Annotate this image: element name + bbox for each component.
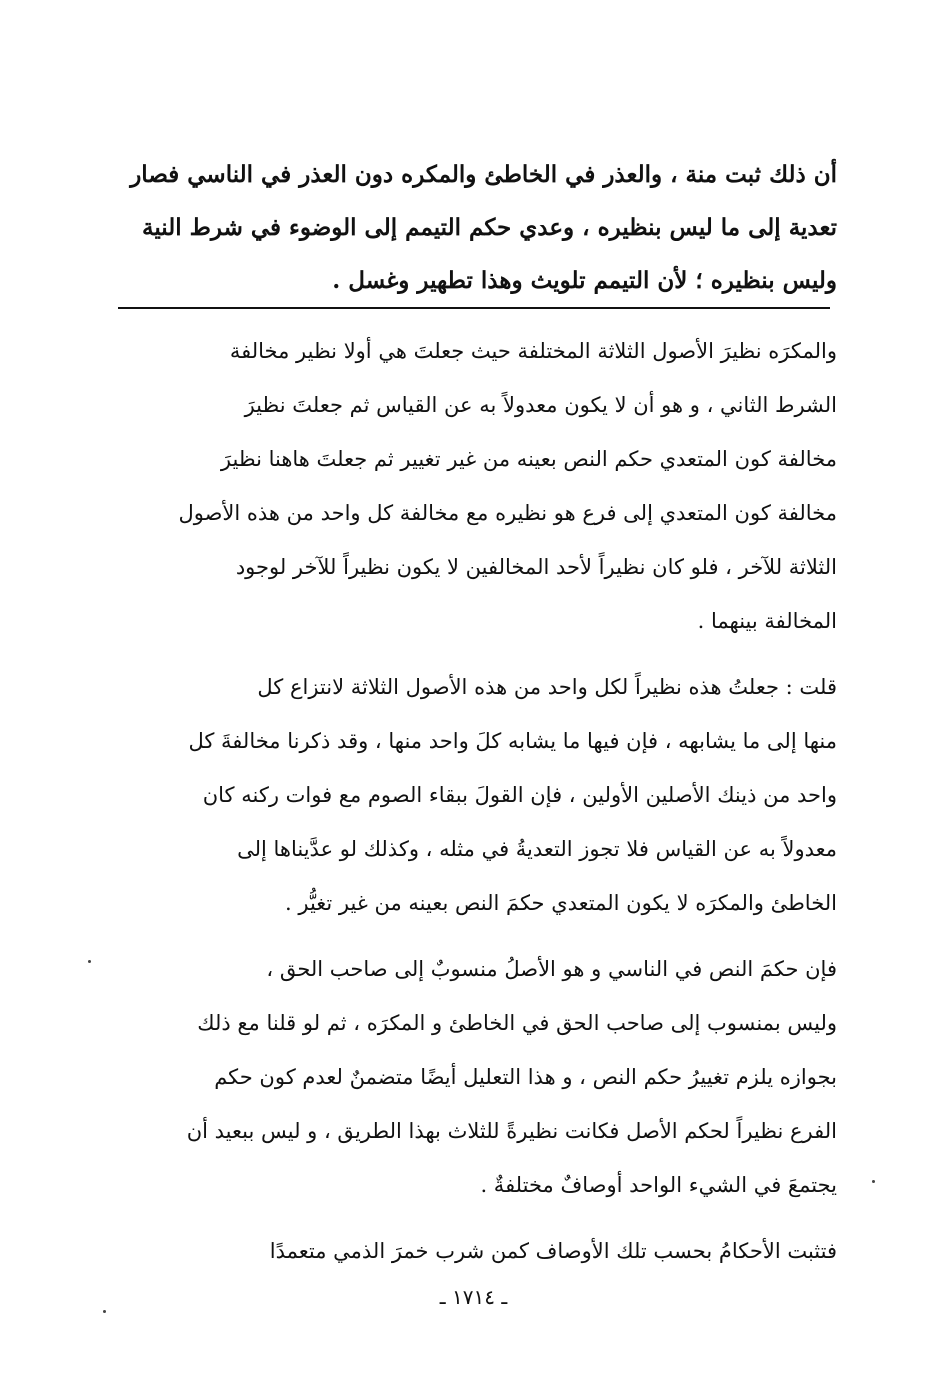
scan-speck <box>872 1180 875 1183</box>
footnote-line: يجتمعَ في الشيء الواحد أوصافٌ مختلفةٌ . <box>480 1173 837 1197</box>
footnote-line: فتثبت الأحكامُ بحسب تلك الأوصاف كمن شرب خمرَ الذمي متعمدًا <box>269 1239 837 1263</box>
footnote-line: المخالفة بينهما . <box>697 609 837 633</box>
footnote-paragraph <box>110 324 837 648</box>
footnote-line: واحد من ذينك الأصلين الأولين ، فإن القولَ ببقاء الصوم مع فوات ركنه كان <box>202 783 837 807</box>
footnote-line: فإن حكمَ النص في الناسي و هو الأصلُ منسوبٌ إلى صاحب الحق ، <box>266 957 837 981</box>
footnote-line: بجوازه يلزم تغييرُ حكم النص ، و هذا التعليل أيضًا متضمنٌ لعدم كون حكم <box>214 1065 837 1089</box>
footnote-line: منها إلى ما يشابهه ، فإن فيها ما يشابه كلَ واحد منها ، وقد ذكرنا مخالفةَ كل <box>188 729 837 753</box>
page-number: ـ ١٧١٤ ـ <box>439 1285 508 1309</box>
footnote-line: قلت : جعلتُ هذه نظيراً لكل واحد من هذه الأصول الثلاثة لانتزاع كل <box>257 675 837 699</box>
footnote-line: وليس بمنسوب إلى صاحب الحق في الخاطئ و المكرَه ، ثم لو قلنا مع ذلك <box>197 1011 837 1035</box>
footnote-paragraph <box>110 942 837 1212</box>
footnote-line: الثلاثة للآخر ، فلو كان نظيراً لأحد المخالفين لا يكون نظيراً للآخر لوجود <box>235 555 837 579</box>
footnotes-block <box>110 324 837 1290</box>
footnote-divider <box>118 307 830 309</box>
footnote-line: والمكرَه نظيرَ الأصول الثلاثة المختلفة حيث جعلتَ هي أولا نظير مخالفة <box>229 339 837 363</box>
footnote-line: الخاطئ والمكرَه لا يكون المتعدي حكمَ النص بعينه من غير تغيُّر . <box>285 891 837 915</box>
main-text-line: وليس بنظيره ؛ لأن التيمم تلويث وهذا تطهير وغسل . <box>332 267 837 294</box>
footnote-paragraph <box>110 1224 837 1278</box>
footnote-line: مخالفة كون المتعدي إلى فرع هو نظيره مع مخالفة كل واحد من هذه الأصول <box>178 501 837 525</box>
footnote-paragraph <box>110 660 837 930</box>
footnote-line: مخالفة كون المتعدي حكم النص بعينه من غير تغيير ثم جعلتَ هاهنا نظيرَ <box>220 447 837 471</box>
scan-speck <box>88 960 91 963</box>
footnote-line: معدولاً به عن القياس فلا تجوز التعديةُ في مثله ، وكذلك لو عدَّيناها إلى <box>237 837 837 861</box>
footnote-line: الفرع نظيراً لحكم الأصل فكانت نظيرةً للثلاث بهذا الطريق ، و ليس ببعيد أن <box>186 1119 837 1143</box>
scan-speck <box>103 1310 106 1313</box>
footnote-line: الشرط الثاني ، و هو أن لا يكون معدولاً به عن القياس ثم جعلتَ نظيرَ <box>244 393 837 417</box>
main-text-line: أن ذلك ثبت منة ، والعذر في الخاطئ والمكره دون العذر في الناسي فصار <box>130 161 837 188</box>
main-text-block <box>110 148 837 307</box>
main-text-line: تعدية إلى ما ليس بنظيره ، وعدي حكم التيمم إلى الوضوء في شرط النية <box>142 214 837 241</box>
